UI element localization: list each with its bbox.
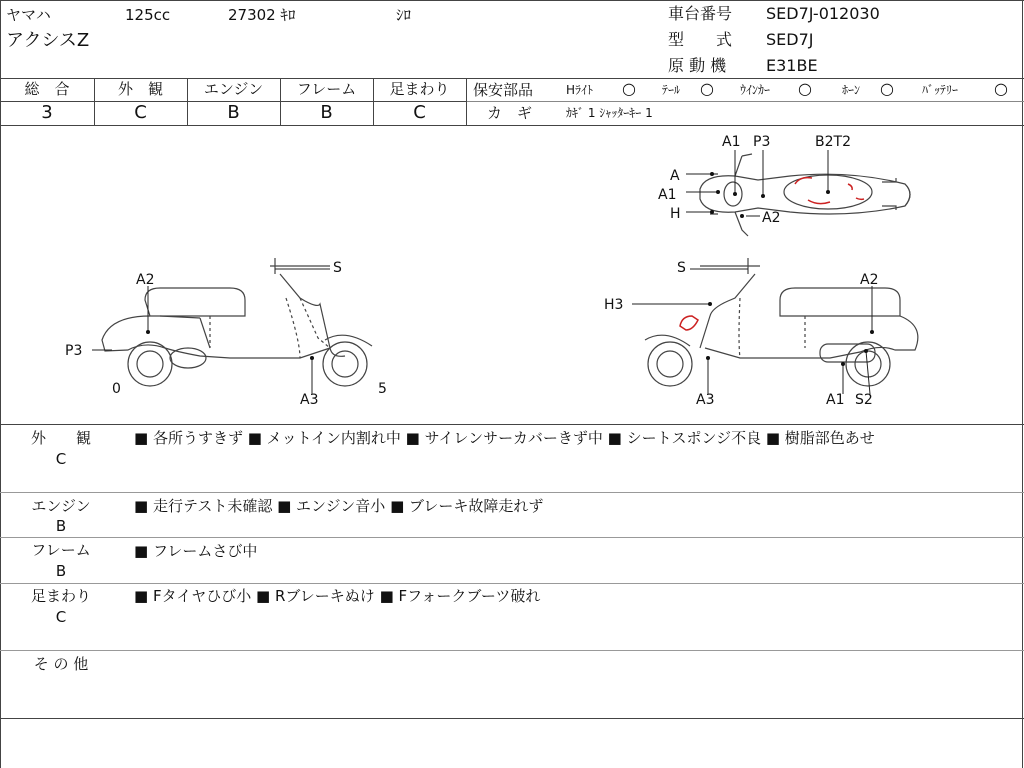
key-value: ｶｷﾞ 1 ｼｬｯﾀｰｷｰ 1 xyxy=(566,106,653,120)
label-top-a: A xyxy=(670,168,680,184)
safety-title: 保安部品 xyxy=(473,81,534,99)
safety-battery-label: ﾊﾞｯﾃﾘｰ xyxy=(922,83,959,97)
label-left-a3: A3 xyxy=(300,392,319,408)
grade-overall-value: 3 xyxy=(41,102,53,123)
label-left-p3: P3 xyxy=(65,343,83,359)
safety-headlight-label: Hﾗｲﾄ xyxy=(566,83,594,97)
label-top-p3: P3 xyxy=(753,134,771,150)
safety-winker-mark: ○ xyxy=(798,79,812,98)
section-other-label: そ の 他 xyxy=(33,655,89,673)
label-top-h: H xyxy=(670,206,681,222)
section-exterior-text: ■ 各所うすきず ■ メットイン内割れ中 ■ サイレンサーカバーきず中 ■ シートスポンジ不良 ■ 樹脂部色あせ xyxy=(134,429,875,447)
grade-engine-value: B xyxy=(227,102,240,123)
type-label: 型 式 xyxy=(668,30,733,49)
type-value: SED7J xyxy=(766,30,814,49)
label-top-b2t2: B2T2 xyxy=(815,134,851,150)
engine-value: E31BE xyxy=(766,56,818,75)
label-right-s2: S2 xyxy=(855,392,873,408)
safety-tail-mark: ○ xyxy=(700,79,714,98)
key-label: カ ギ xyxy=(487,104,533,122)
grade-suspension-value: C xyxy=(413,102,426,123)
section-exterior-grade: C xyxy=(55,450,67,468)
mileage: 27302 ｷﾛ xyxy=(228,6,296,24)
section-engine-label: エンジン xyxy=(31,497,91,515)
safety-battery-mark: ○ xyxy=(994,79,1008,98)
label-right-a3: A3 xyxy=(696,392,715,408)
label-right-a2: A2 xyxy=(860,272,879,288)
damage-marks xyxy=(680,178,864,330)
section-frame-grade: B xyxy=(55,562,67,580)
safety-winker-label: ｳｲﾝｶｰ xyxy=(740,83,771,97)
grade-suspension-label: 足まわり xyxy=(389,80,450,98)
label-right-h3: H3 xyxy=(604,297,624,313)
label-top-a2: A2 xyxy=(762,210,781,226)
grade-overall-label: 総 合 xyxy=(24,80,70,98)
safety-horn-mark: ○ xyxy=(880,79,894,98)
grade-exterior-label: 外 観 xyxy=(117,80,163,98)
section-exterior-label: 外 観 xyxy=(30,429,91,447)
section-suspension-label: 足まわり xyxy=(30,587,91,605)
grade-exterior-value: C xyxy=(134,102,147,123)
safety-headlight-mark: ○ xyxy=(622,79,636,98)
safety-horn-label: ﾎｰﾝ xyxy=(842,83,861,97)
model-name: アクシスZ xyxy=(6,30,90,51)
label-right-a1: A1 xyxy=(826,392,845,408)
label-top-a1-left: A1 xyxy=(658,187,677,203)
engine-label: 原 動 機 xyxy=(668,56,727,75)
damage-diagram xyxy=(0,126,1022,424)
grade-frame-label: フレーム xyxy=(296,80,357,98)
section-frame-label: フレーム xyxy=(31,541,91,559)
label-right-s: S xyxy=(677,260,686,276)
section-engine-grade: B xyxy=(55,517,67,535)
section-suspension-grade: C xyxy=(55,608,67,626)
displacement: 125cc xyxy=(125,6,171,24)
maker: ヤマハ xyxy=(6,6,51,24)
label-top-a1: A1 xyxy=(722,134,741,150)
label-left-s: S xyxy=(333,260,342,276)
grade-engine-label: エンジン xyxy=(203,80,264,98)
section-frame-text: ■ フレームさび中 xyxy=(134,542,258,560)
label-left-a2: A2 xyxy=(136,272,155,288)
marker-dots xyxy=(146,172,874,366)
label-left-0: 0 xyxy=(112,381,121,397)
grade-frame-value: B xyxy=(320,102,333,123)
section-suspension-text: ■ Fタイヤひび小 ■ Rブレーキぬけ ■ Fフォークブーツ破れ xyxy=(134,587,541,605)
chassis-value: SED7J-012030 xyxy=(766,4,880,23)
chassis-label: 車台番号 xyxy=(668,4,733,23)
color: ｼﾛ xyxy=(396,6,412,24)
section-engine-text: ■ 走行テスト未確認 ■ エンジン音小 ■ ブレーキ故障走れず xyxy=(134,497,544,515)
scooter-top-view xyxy=(700,154,910,236)
label-left-5: 5 xyxy=(378,381,387,397)
safety-tail-label: ﾃｰﾙ xyxy=(662,83,681,97)
